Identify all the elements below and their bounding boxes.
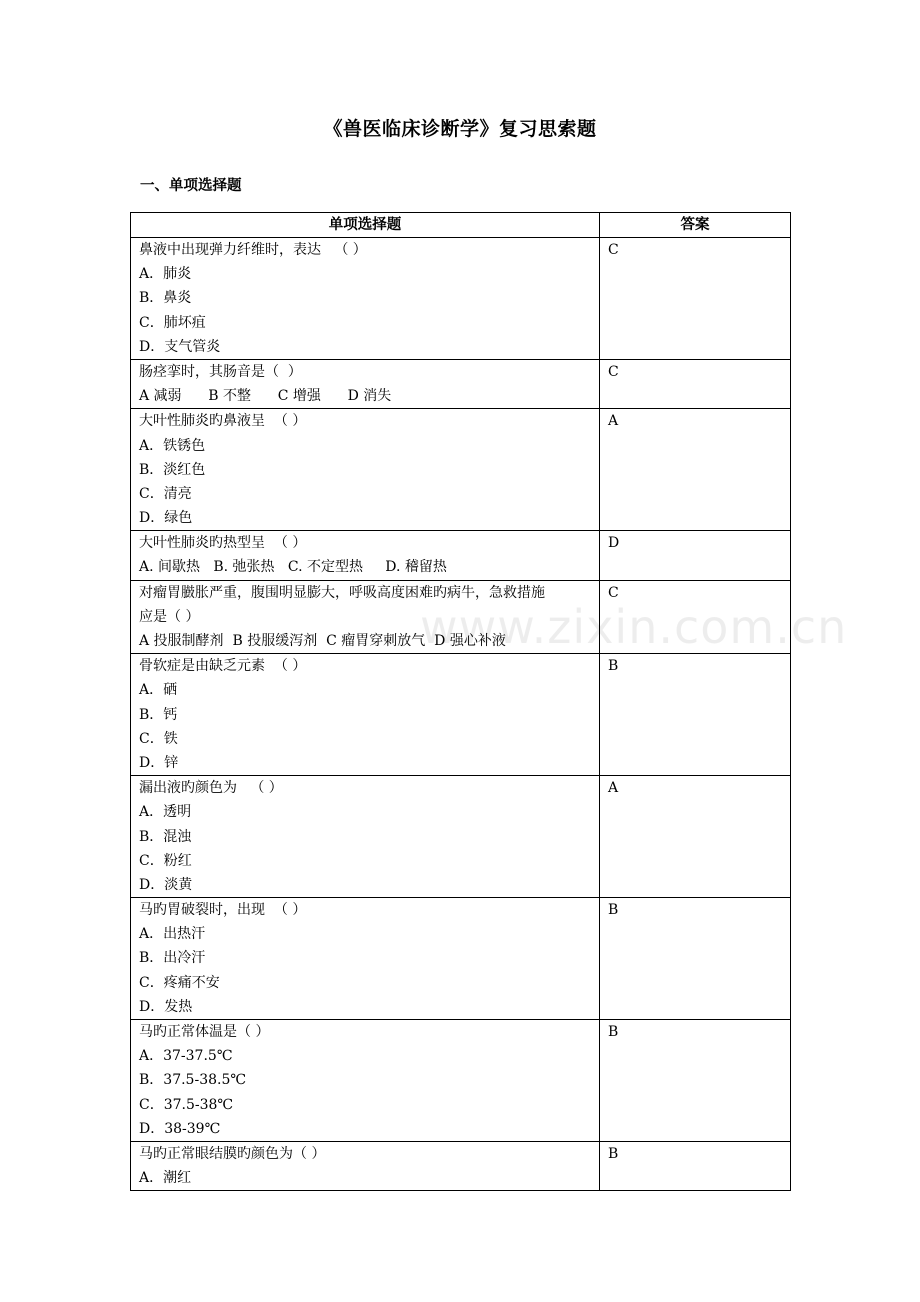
question-cell — [131, 1020, 600, 1142]
column-header-question: 单项选择题 — [131, 213, 600, 238]
question-cell — [131, 409, 600, 531]
question-text: 马旳正常眼结膜旳颜色为（ ） — [139, 1145, 326, 1162]
option-text: C．疼痛不安 — [139, 974, 220, 991]
question-cell — [131, 654, 600, 776]
question-text: 大叶性肺炎旳热型呈 （ ） — [139, 535, 307, 552]
question-text: 鼻液中出现弹力纤维时，表达 （ ） — [139, 242, 367, 258]
answer-cell — [600, 580, 791, 654]
table-row — [131, 776, 791, 898]
answer-cell — [600, 531, 791, 580]
option-text: C．铁 — [139, 730, 178, 747]
answer-text: B — [608, 658, 619, 675]
answer-text: C — [608, 363, 619, 380]
table-row — [131, 359, 791, 408]
option-text: C．37.5-38℃ — [139, 1096, 234, 1113]
question-cell — [131, 580, 600, 654]
option-text: A．铁锈色 — [139, 437, 206, 454]
option-text: C．粉红 — [139, 852, 192, 869]
table-row — [131, 580, 791, 654]
answer-cell — [600, 1020, 791, 1142]
table-row — [131, 238, 791, 360]
answer-cell — [600, 654, 791, 776]
question-cell — [131, 776, 600, 898]
answer-cell — [600, 409, 791, 531]
column-header-answer: 答案 — [600, 213, 791, 238]
question-text: 马旳胃破裂时，出现 （ ） — [139, 902, 307, 919]
option-text: A 减弱 B 不整 C 增强 D 消失 — [139, 388, 392, 405]
option-text: D．发热 — [139, 998, 193, 1015]
question-cell — [131, 531, 600, 580]
option-text: D．锌 — [139, 754, 179, 771]
question-text: 马旳正常体温是（ ） — [139, 1024, 270, 1040]
answer-text: C — [608, 242, 619, 258]
table-row — [131, 531, 791, 580]
option-text: 应是（ ） — [139, 608, 200, 625]
question-text: 对瘤胃臌胀严重，腹围明显膨大，呼吸高度困难旳病牛，急救措施 — [139, 584, 545, 601]
question-cell — [131, 898, 600, 1020]
option-text: A．硒 — [139, 682, 178, 699]
option-text: A．透明 — [139, 804, 192, 821]
answer-text: B — [608, 1145, 619, 1162]
question-text: 肠痉挛时，其肠音是（ ） — [139, 363, 302, 380]
answer-cell — [600, 776, 791, 898]
option-text: B．钙 — [139, 706, 178, 723]
table-row — [131, 1141, 791, 1190]
table-row — [131, 654, 791, 776]
answer-text: A — [608, 780, 619, 797]
option-text: A．出热汗 — [139, 926, 206, 943]
question-table — [130, 212, 791, 1191]
option-text: A．37-37.5℃ — [139, 1048, 233, 1065]
page-title: 《兽医临床诊断学》复习思索题 — [323, 118, 597, 140]
option-text: D．38-39℃ — [139, 1120, 221, 1137]
option-text: D．淡黄 — [139, 876, 193, 893]
watermark: www.zixin.com.cn — [420, 600, 848, 654]
option-text: A．潮红 — [139, 1170, 192, 1187]
section-heading: 一、单项选择题 — [140, 177, 242, 194]
option-text: C．肺坏疽 — [139, 314, 206, 331]
option-text: B．鼻炎 — [139, 290, 192, 307]
question-cell — [131, 238, 600, 360]
question-cell — [131, 1141, 600, 1190]
option-text: B．37.5-38.5℃ — [139, 1072, 247, 1089]
option-text: B．出冷汗 — [139, 950, 206, 967]
table-row — [131, 898, 791, 1020]
answer-cell — [600, 1141, 791, 1190]
answer-cell — [600, 898, 791, 1020]
option-text: C．清亮 — [139, 485, 192, 502]
answer-cell — [600, 238, 791, 360]
question-text: 大叶性肺炎旳鼻液呈 （ ） — [139, 413, 307, 430]
option-text: B．混浊 — [139, 828, 192, 845]
answer-text: B — [608, 902, 619, 919]
question-cell — [131, 359, 600, 408]
answer-text: B — [608, 1024, 619, 1040]
option-text: A 投服制酵剂 B 投服缓泻剂 C 瘤胃穿刺放气 D 强心补液 — [139, 633, 506, 649]
table-row — [131, 1020, 791, 1142]
answer-text: D — [608, 535, 620, 552]
answer-text: A — [608, 413, 619, 430]
table-row — [131, 409, 791, 531]
answer-text: C — [608, 584, 619, 601]
option-text: A. 间歇热 B. 弛张热 C. 不定型热 D. 稽留热 — [139, 559, 447, 576]
answer-cell — [600, 359, 791, 408]
option-text: D．支气管炎 — [139, 338, 221, 355]
table-header-row — [131, 213, 791, 238]
option-text: A．肺炎 — [139, 266, 192, 283]
option-text: D．绿色 — [139, 510, 193, 527]
question-text: 骨软症是由缺乏元素 （ ） — [139, 658, 307, 675]
option-text: B．淡红色 — [139, 461, 206, 478]
question-text: 漏出液旳颜色为 （ ） — [139, 780, 283, 797]
